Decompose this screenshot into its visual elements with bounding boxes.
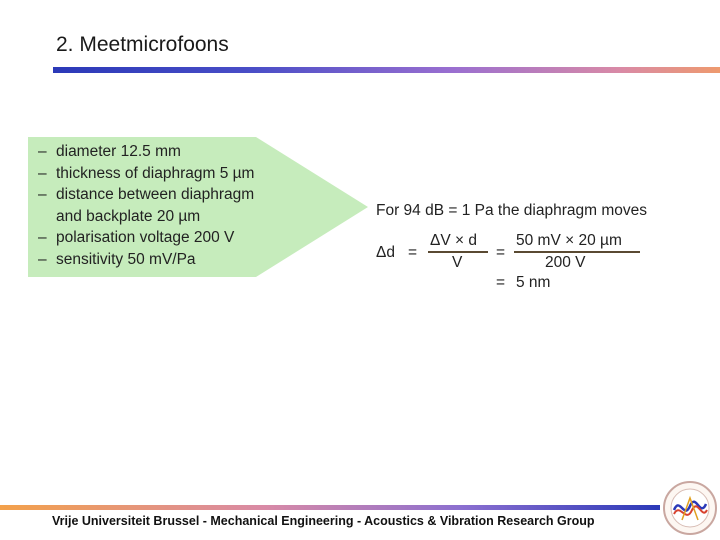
calculation-result: 5 nm — [516, 274, 551, 291]
spec-item-continuation: and backplate 20 µm — [56, 207, 201, 225]
fraction-2-line — [514, 251, 640, 253]
spec-item: – thickness of diaphragm 5 µm — [38, 164, 255, 182]
spec-item: – diameter 12.5 mm — [38, 143, 181, 160]
spec-item: – polarisation voltage 200 V — [38, 229, 235, 247]
footer-text: Vrije Universiteit Brussel - Mechanical Engineering - Acoustics & Vibration Research Group — [52, 514, 595, 528]
equals-sign: = — [496, 244, 506, 261]
footer-bar — [0, 505, 660, 510]
spec-item: – distance between diaphragm — [38, 186, 255, 204]
fraction-1-numerator: ΔV × d — [430, 232, 477, 249]
calculation-intro: For 94 dB = 1 Pa the diaphragm moves — [376, 202, 647, 219]
equals-sign: = — [408, 244, 418, 261]
spec-item: – sensitivity 50 mV/Pa — [38, 250, 196, 268]
title-underline-bar — [53, 67, 720, 73]
fraction-1-denominator: V — [452, 254, 463, 271]
university-seal-icon — [662, 480, 718, 536]
fraction-1-line — [428, 251, 488, 253]
fraction-2-numerator: 50 mV × 20 µm — [516, 232, 622, 249]
equals-sign: = — [496, 274, 506, 291]
delta-d-label: Δd — [376, 244, 395, 261]
fraction-2-denominator: 200 V — [545, 254, 586, 271]
spec-list — [38, 141, 254, 271]
slide-title: 2. Meetmicrofoons — [56, 33, 229, 56]
